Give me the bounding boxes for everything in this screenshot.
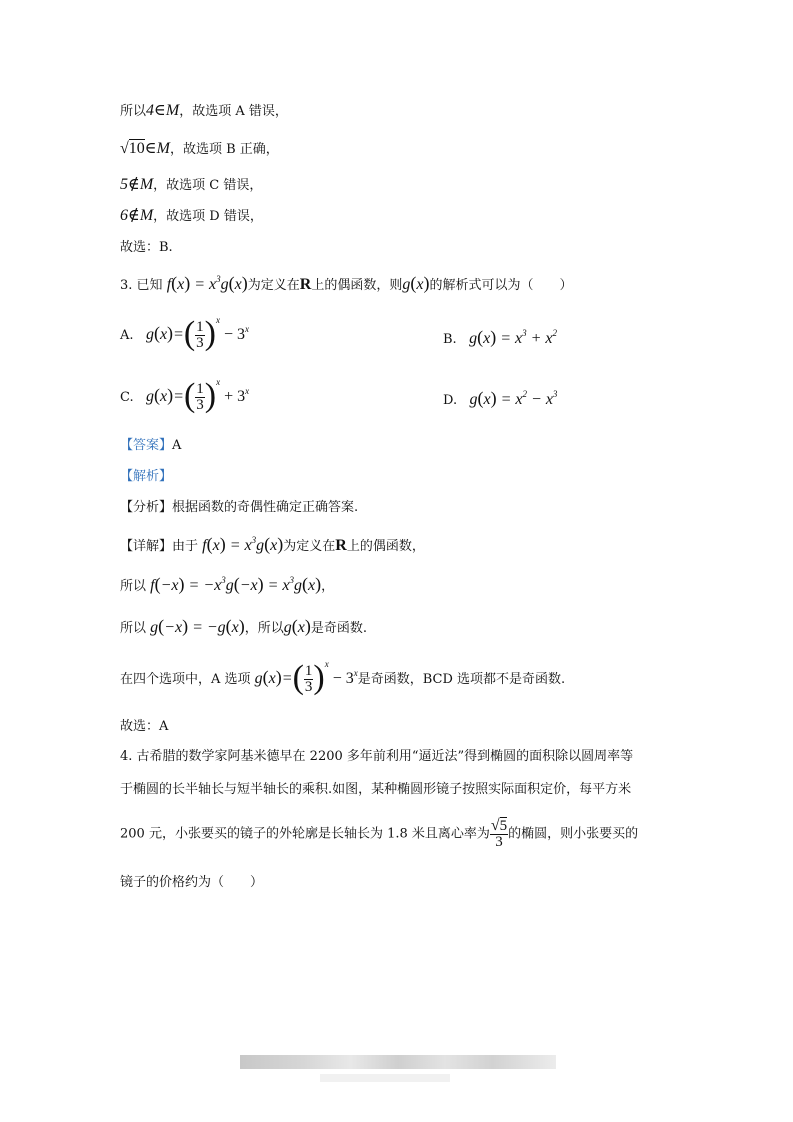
fenxi-line [120, 498, 358, 518]
math-expr: $f(x) = x^3g(x)$ [202, 534, 284, 554]
text-line [120, 175, 262, 196]
math-expr: g(−x) = −g(x) [150, 616, 245, 636]
text-line [120, 139, 279, 160]
text: 上的偶函数，则 [311, 278, 403, 293]
text: 是奇函数. [310, 621, 368, 636]
xiangjie-label: 【详解】 [120, 539, 173, 554]
radicand: 10 [128, 140, 145, 157]
text: 200 元，小张要买的镜子的外轮廓是长轴长为 1.8 米且离心率为 [120, 826, 490, 842]
text: 所以 [120, 104, 147, 119]
text: ，故选项 D 错误， [153, 209, 263, 224]
text: 是奇函数，BCD 选项都不是奇函数. [357, 672, 566, 687]
math-expr: g(x)= [145, 323, 184, 343]
math-expr: g(x) [402, 273, 430, 293]
math-R: R [299, 276, 312, 293]
text: ，故选项 A 错误， [179, 104, 288, 119]
text: 所以 [120, 579, 147, 594]
sqrt-symbol: √ [120, 140, 129, 157]
text: 所以 [120, 621, 147, 636]
text: 在四个选项中，A 选项 [120, 672, 251, 687]
math-expr: $g(x) = x^2 - x^3$ [469, 388, 558, 408]
math-expr: 4∈M [146, 102, 180, 119]
text: 上的偶函数， [346, 539, 425, 554]
text: 由于 [172, 539, 199, 554]
fraction: $\frac{1}{3}$ [196, 319, 204, 351]
analysis-label: 【解析】 [120, 469, 173, 484]
option-label: B. [443, 332, 457, 347]
question-4-line-3 [120, 818, 638, 850]
fenxi-text: 根据函数的奇偶性确定正确答案. [172, 500, 359, 515]
blurred-footer-watermark [240, 1055, 556, 1069]
math-expr: 6∉M [120, 207, 154, 224]
text: 为定义在 [247, 278, 300, 293]
text-line: 故选：B. [120, 240, 173, 255]
fraction: $\frac{1}{3}$ [196, 381, 204, 413]
step-2 [120, 616, 367, 639]
text: ，故选项 B 正确， [169, 142, 279, 157]
question-3-stem [120, 273, 572, 296]
option-d [443, 388, 557, 411]
option-label: D. [443, 393, 458, 408]
text: 为定义在 [283, 539, 336, 554]
text: 的椭圆，则小张要买的 [508, 826, 639, 842]
option-b [443, 327, 557, 350]
option-label: C. [120, 390, 134, 405]
math-expr: $f(-x) = -x^3g(-x) = x^3g(x)$ [150, 574, 322, 594]
fenxi-label: 【分析】 [120, 500, 173, 515]
question-4-line-2: 于椭圆的长半轴长与短半轴长的乘积.如图，某种椭圆形镜子按照实际面积定价，每平方米 [120, 782, 632, 797]
option-label: A. [120, 328, 134, 343]
step-3: 在四个选项中，A 选项 g(x)=( $\frac{1}{3}$ )$^x - 3^x$是奇函数，BCD 选项都不是奇函数. [120, 658, 566, 696]
final-answer: 故选：A [120, 719, 169, 734]
option-c: C. g(x)=( $\frac{1}{3}$ )$^x + 3^x$ [120, 376, 250, 414]
answer-value: A [172, 438, 182, 453]
step-1 [120, 574, 334, 597]
text-line [120, 101, 288, 122]
fraction: $\frac{1}{3}$ [304, 663, 313, 695]
answer-line [120, 436, 181, 456]
text: 3. 已知 [120, 278, 163, 293]
text: 的解析式可以为（ ） [429, 278, 573, 293]
option-a: A. g(x)=( $\frac{1}{3}$ )$^x - 3^x$ [120, 314, 250, 352]
question-4-line-1: 4. 古希腊的数学家阿基米德早在 2200 多年前利用“逼近法”得到椭圆的面积除以圆周率等 [120, 749, 634, 764]
math-expr: $f(x) = x^3g(x)$ [166, 273, 248, 293]
math-expr: g(x)= [146, 385, 184, 405]
text-line [120, 206, 263, 227]
blurred-footer-watermark-2 [320, 1074, 450, 1082]
math-expr: g(x)= [254, 667, 293, 687]
math-R: R [335, 537, 347, 554]
answer-label: 【答案】 [120, 438, 173, 453]
text: ，所以 [244, 621, 284, 636]
text: ， [321, 579, 335, 594]
math-expr: ∈M [144, 140, 170, 157]
math-expr: 5∉M [120, 176, 154, 193]
math-expr: $g(x) = x^3 + x^2$ [469, 327, 558, 347]
xiangjie-line [120, 534, 425, 557]
fraction: $\frac{√5}{3}$ [490, 817, 508, 850]
math-expr: g(x) [283, 616, 311, 636]
text: ，故选项 C 错误， [153, 178, 263, 193]
question-4-line-4: 镜子的价格约为（ ） [120, 875, 264, 890]
